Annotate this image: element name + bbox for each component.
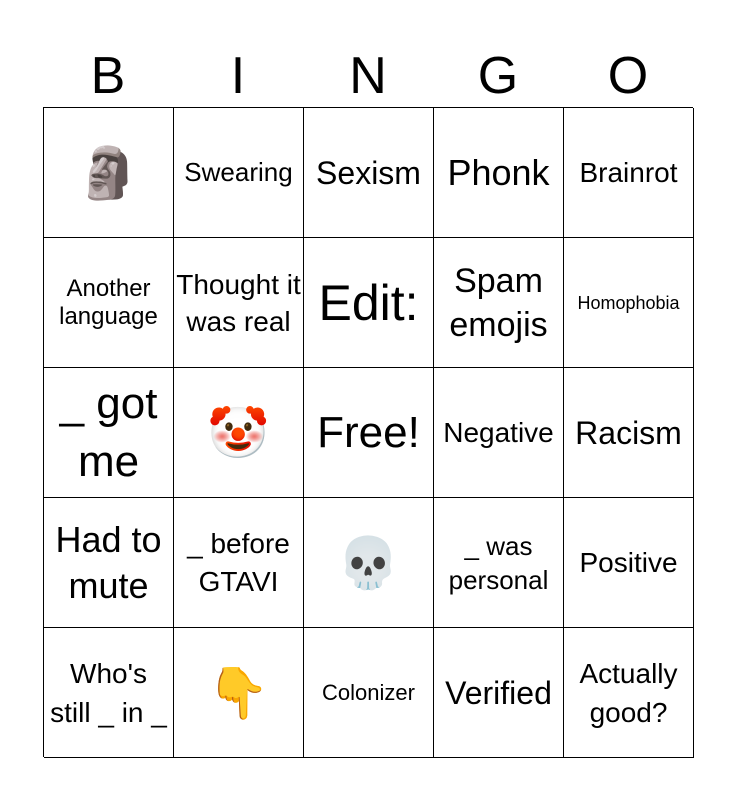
cell-label: _ got me (59, 378, 158, 486)
cell-label: Swearing (184, 157, 293, 187)
cell-label: Homophobia (577, 292, 680, 313)
bingo-cell[interactable] (174, 498, 304, 628)
header-letter-b: B (90, 47, 126, 105)
cell-label: Who's still _ in _ (50, 657, 167, 728)
header-letter-o: O (607, 47, 649, 105)
cell-label: Phonk (447, 151, 550, 193)
bingo-cell[interactable] (304, 628, 434, 758)
bingo-cell[interactable] (174, 628, 304, 758)
cell-label: Had to mute (55, 518, 162, 606)
bingo-cell[interactable] (44, 628, 174, 758)
cell-label: _ was personal (448, 530, 549, 595)
bingo-cell[interactable] (304, 238, 434, 368)
skull-icon: 💀 (337, 533, 400, 592)
bingo-cell[interactable] (434, 238, 564, 368)
bingo-cell[interactable] (44, 238, 174, 368)
cell-label: Brainrot (579, 157, 678, 188)
cell-label: Racism (575, 414, 682, 451)
cell-label: Another language (59, 274, 158, 330)
bingo-cell[interactable] (434, 108, 564, 238)
cell-label: Actually good? (579, 657, 678, 728)
bingo-cell[interactable] (434, 628, 564, 758)
cell-label: Free! (317, 407, 420, 457)
header-letter-i: I (230, 47, 246, 105)
cell-label: Colonizer (322, 679, 415, 705)
cell-label: Verified (445, 674, 552, 711)
bingo-cell[interactable] (174, 368, 304, 498)
cell-label: Spam emojis (449, 261, 548, 344)
bingo-cell[interactable] (564, 628, 694, 758)
bingo-grid (43, 107, 693, 757)
bingo-cell[interactable] (44, 108, 174, 238)
bingo-cell[interactable] (564, 368, 694, 498)
header-letter-n: N (349, 47, 387, 105)
bingo-cell[interactable] (304, 498, 434, 628)
bingo-cell[interactable] (564, 498, 694, 628)
bingo-cell[interactable] (304, 368, 434, 498)
pointing-down-icon: 👇 (207, 663, 270, 722)
bingo-cell[interactable] (174, 108, 304, 238)
cell-label: Negative (443, 417, 554, 448)
bingo-cell[interactable] (564, 238, 694, 368)
clown-face-icon: 🤡 (207, 403, 270, 462)
bingo-cell[interactable] (434, 368, 564, 498)
bingo-cell[interactable] (44, 498, 174, 628)
cell-label: _ before GTAVI (187, 527, 290, 597)
bingo-cell[interactable] (304, 108, 434, 238)
cell-label: Edit: (318, 274, 419, 331)
header-letter-g: G (477, 47, 519, 105)
cell-label: Thought it was real (176, 268, 301, 337)
bingo-header (43, 46, 693, 106)
moai-icon: 🗿 (77, 143, 140, 202)
cell-label: Positive (579, 547, 678, 578)
bingo-cell[interactable] (564, 108, 694, 238)
bingo-cell[interactable] (174, 238, 304, 368)
cell-label: Sexism (316, 154, 421, 191)
bingo-cell[interactable] (434, 498, 564, 628)
bingo-cell[interactable] (44, 368, 174, 498)
